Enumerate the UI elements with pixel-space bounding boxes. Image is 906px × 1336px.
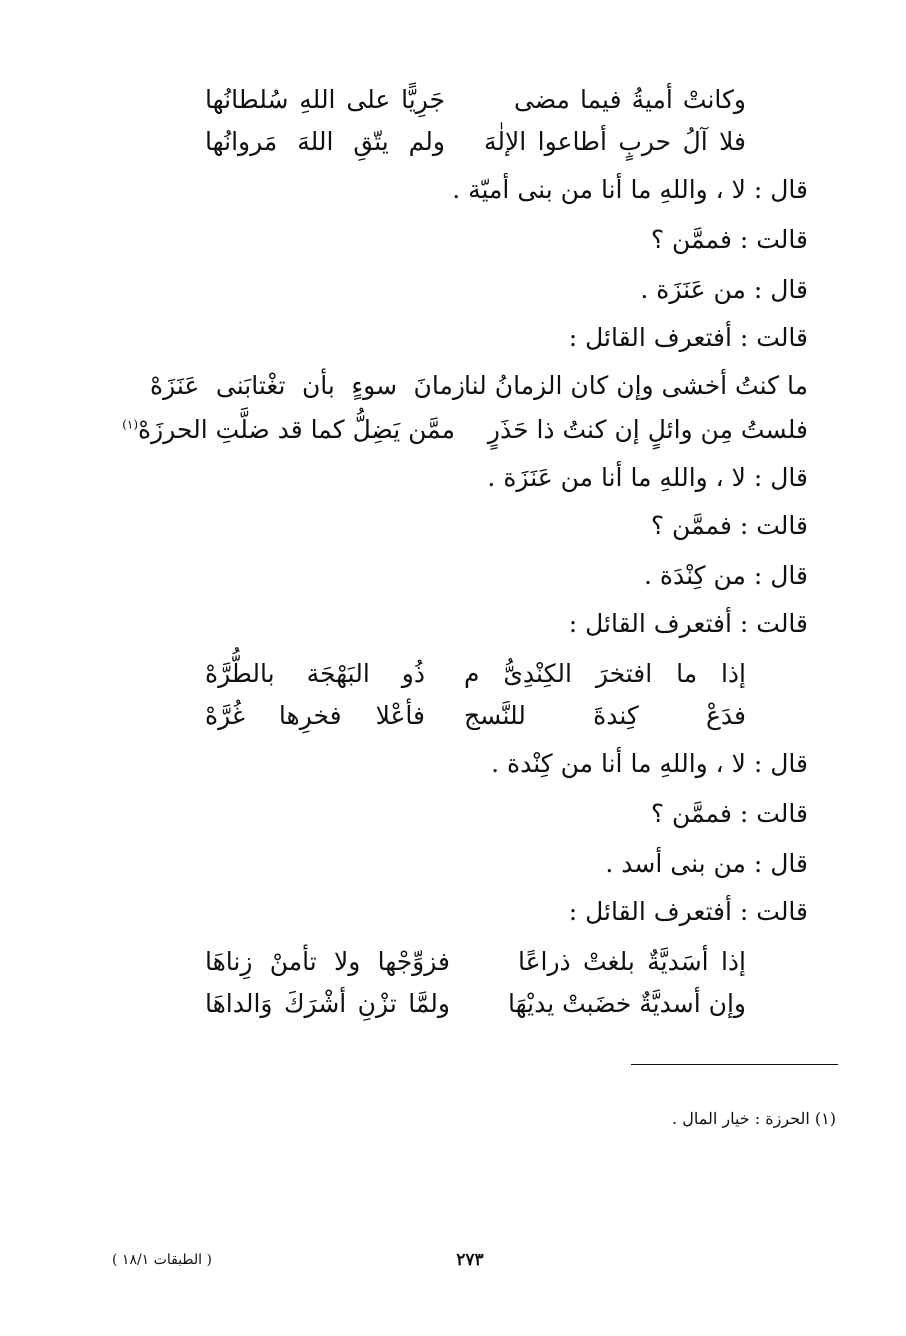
footnote-rule xyxy=(631,1064,838,1065)
verse-line xyxy=(0,366,906,406)
verse-hemistich-left: ولم يتّقِ اللهَ مَروانُها xyxy=(205,127,445,156)
verse-hemistich-right: إذا أسَديَّةٌ بلغتْ ذراعًا xyxy=(518,947,746,976)
verse-hemistich-left: فأعْلا فخرِها غُرَّهْ xyxy=(205,701,425,730)
prose-line: قال : لا ، واللهِ ما أنا من كِنْدة . xyxy=(491,749,808,778)
verse-hemistich-left: ولمَّا تزْنِ أشْرَكَ وَالداهَا xyxy=(205,989,450,1018)
prose-line: قالت : فممَّن ؟ xyxy=(650,225,808,254)
prose-line: قالت : فممَّن ؟ xyxy=(650,799,808,828)
verse-hemistich-left: زمانَ سوءٍ بأن تغْتابَنى عَنَزَهْ xyxy=(150,371,465,400)
prose-line: قالت : أفتعرف القائل : xyxy=(568,897,808,926)
verse-line xyxy=(0,942,906,982)
verse-line xyxy=(0,984,906,1024)
prose-line: قالت : أفتعرف القائل : xyxy=(568,609,808,638)
verse-line xyxy=(0,696,906,736)
verse-hemistich-text: ممَّن يَضِلُّ كما قد ضلَّتِ الحرزَهْ xyxy=(138,415,455,444)
verse-line xyxy=(0,410,906,450)
prose-line: قال : من كِنْدَة . xyxy=(644,561,808,590)
prose-line: قال : لا ، واللهِ ما أنا من عَنَزَة . xyxy=(487,463,808,492)
verse-hemistich-right: فلستُ مِن وائلٍ إن كنتُ ذا حَذَرٍ xyxy=(487,415,808,444)
verse-hemistich-left: جَرِيًّا على اللهِ سُلطانُها xyxy=(205,85,445,114)
verse-line xyxy=(0,122,906,162)
verse-hemistich-right: ما كنتُ أخشى وإن كان الزمانُ لنا xyxy=(464,371,808,400)
verse-line xyxy=(0,80,906,120)
prose-line: قالت : أفتعرف القائل : xyxy=(568,323,808,352)
verse-hemistich-right: إذا ما افتخرَ الكِنْدِىُّ م xyxy=(464,659,746,688)
prose-line: قال : من عَنَزَة . xyxy=(640,275,808,304)
verse-hemistich-left xyxy=(122,410,455,450)
page-number: ٢٧٣ xyxy=(456,1250,484,1270)
footnote: (١) الحرزة : خيار المال . xyxy=(672,1109,836,1128)
verse-hemistich-left: فزوِّجْها ولا تأمنْ زِناهَا xyxy=(205,947,450,976)
prose-line: قال : لا ، واللهِ ما أنا من بنى أميّة . xyxy=(452,175,808,204)
footnote-marker: (١) xyxy=(122,417,139,432)
verse-line xyxy=(0,654,906,694)
prose-line: قالت : فممَّن ؟ xyxy=(650,511,808,540)
verse-hemistich-right: وإن أسديَّةٌ خضَبتْ يديْهَا xyxy=(507,989,746,1018)
prose-line: قال : من بنى أسد . xyxy=(605,849,808,878)
printer-signature: ( الطبقات ١٨/١ ) xyxy=(112,1252,212,1268)
verse-hemistich-right: فدَعْ كِندةَ للنَّسج xyxy=(464,701,746,730)
verse-hemistich-right: وكانتْ أميةُ فيما مضى xyxy=(514,85,746,114)
verse-hemistich-left: ذُو البَهْجَة بالطُّرَّهْ xyxy=(205,659,425,688)
verse-hemistich-right: فلا آلُ حربٍ أطاعوا الإلٰهَ xyxy=(484,127,746,156)
